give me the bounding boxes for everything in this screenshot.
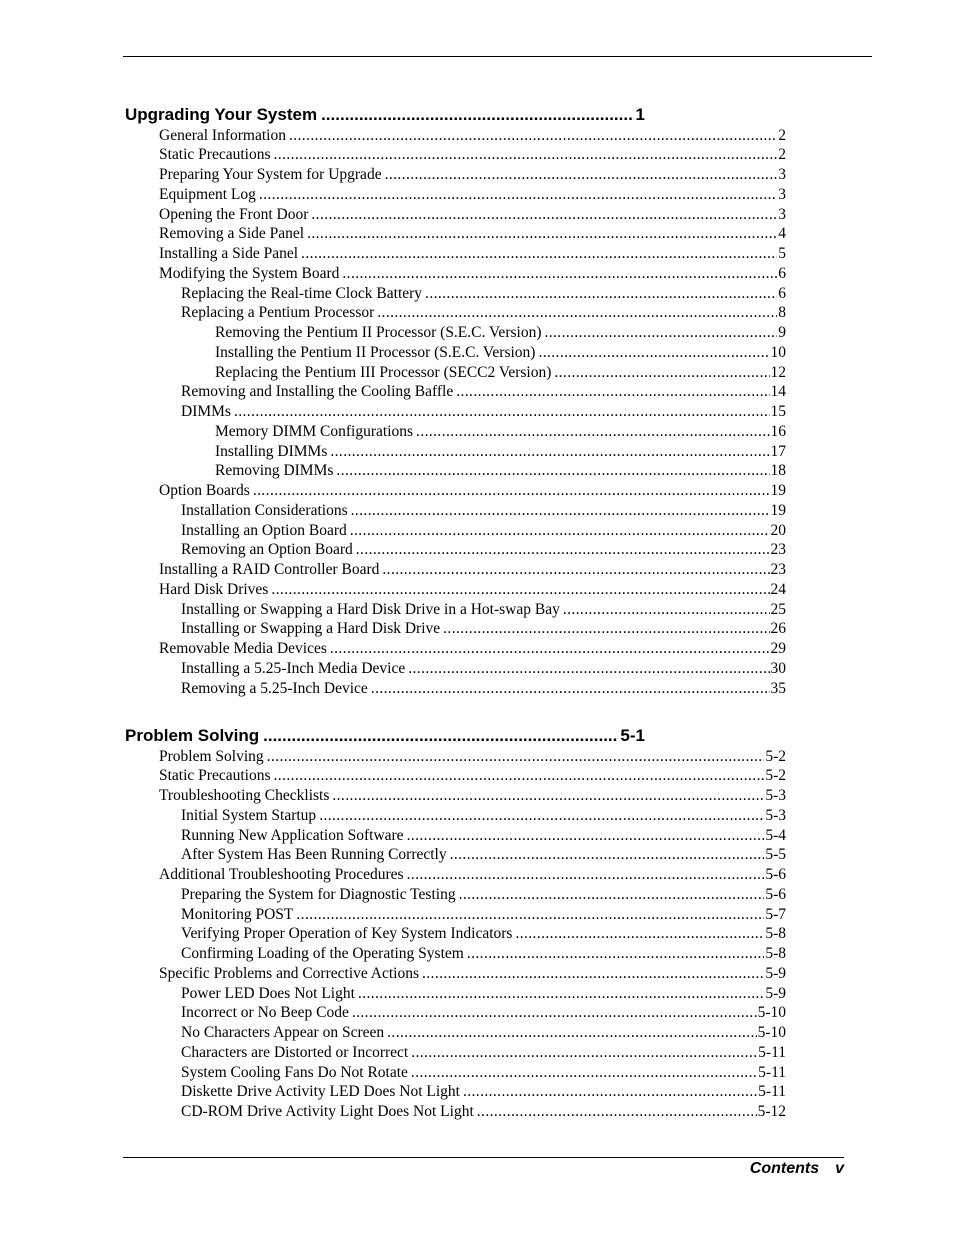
- dot-leader: [443, 619, 769, 639]
- toc-entry-page-number: 5-11: [758, 1083, 786, 1101]
- toc-entry-page-number: 5-10: [757, 1004, 786, 1022]
- toc-entry-page-number: 4: [778, 225, 786, 243]
- section-page-number: 5-1: [620, 726, 645, 745]
- toc-entry-page-number: 26: [770, 620, 786, 638]
- dot-leader: [289, 126, 777, 146]
- toc-entry-page-number: 3: [778, 205, 786, 223]
- toc-entry[interactable]: [159, 165, 786, 185]
- toc-entry[interactable]: [181, 1082, 786, 1102]
- dot-leader: [371, 679, 770, 699]
- toc-entry-title: Replacing a Pentium Processor: [181, 304, 375, 322]
- dot-leader: [274, 145, 778, 165]
- toc-entry-page-number: 3: [778, 166, 786, 183]
- toc-entry-page-number: 5-11: [758, 1043, 786, 1061]
- toc-entry[interactable]: [181, 924, 786, 944]
- toc-entry-page-number: 14: [770, 383, 786, 401]
- toc-entry-page-number: 17: [770, 442, 786, 460]
- toc-entry-page-number: 3: [778, 185, 786, 203]
- dot-leader: [382, 560, 769, 580]
- toc-entry[interactable]: [181, 1023, 786, 1043]
- toc-entry-title: Removable Media Devices: [159, 640, 327, 657]
- toc-entry-page-number: 19: [770, 482, 786, 499]
- dot-leader: [467, 944, 764, 964]
- toc-entry[interactable]: [215, 363, 786, 383]
- toc-entry-title: Removing and Installing the Cooling Baffle: [181, 383, 454, 401]
- toc-entry-page-number: 24: [770, 580, 786, 598]
- section-heading[interactable]: [125, 104, 645, 126]
- dot-leader: [411, 1043, 757, 1063]
- toc-entry[interactable]: [215, 343, 786, 363]
- toc-entry-title: Installing a 5.25-Inch Media Device: [181, 659, 406, 677]
- toc-entry-title: Diskette Drive Activity LED Does Not Light: [181, 1083, 460, 1101]
- toc-entry-title: Removing a Side Panel: [159, 225, 305, 243]
- toc-entry-page-number: 5-12: [757, 1103, 786, 1120]
- toc-entry-title: Installing an Option Board: [181, 521, 347, 539]
- dot-leader: [450, 845, 765, 865]
- toc-entry[interactable]: [181, 521, 786, 541]
- toc-entry[interactable]: [159, 145, 786, 165]
- toc-entry[interactable]: [181, 885, 786, 905]
- toc-entry-title: Installing or Swapping a Hard Disk Drive: [181, 620, 441, 638]
- toc-entry[interactable]: [159, 865, 786, 885]
- toc-entry[interactable]: [159, 481, 786, 501]
- toc-entry-page-number: 10: [770, 343, 786, 361]
- toc-entry-page-number: 18: [770, 462, 786, 480]
- toc-entry-title: Running New Application Software: [181, 826, 404, 844]
- toc-entry-title: Installation Considerations: [181, 501, 348, 519]
- toc-entry-page-number: 5: [778, 245, 786, 262]
- toc-entry-page-number: 5-3: [765, 806, 786, 824]
- toc-entry[interactable]: [181, 679, 786, 699]
- section-title: Upgrading Your System: [125, 105, 318, 124]
- dot-leader: [311, 205, 777, 225]
- toc-entry-title: Replacing the Real-time Clock Battery: [181, 284, 423, 302]
- dot-leader: [416, 422, 769, 442]
- toc-entry-title: Hard Disk Drives: [159, 580, 269, 598]
- dot-leader: [351, 501, 770, 521]
- toc-entry-title: Installing the Pentium II Processor (S.E.C. Version): [215, 343, 536, 361]
- toc-entry-title: Removing the Pentium II Processor (S.E.C. Version): [215, 324, 542, 341]
- toc-entry-page-number: 5-8: [765, 925, 786, 943]
- dot-leader: [259, 185, 777, 205]
- toc-entry[interactable]: [215, 323, 786, 343]
- toc-entry[interactable]: [181, 501, 786, 521]
- footer-label: Contents: [749, 1160, 820, 1177]
- dot-leader: [342, 264, 777, 284]
- dot-leader: [563, 600, 770, 620]
- page-footer: [700, 1159, 844, 1179]
- toc-entry[interactable]: [181, 944, 786, 964]
- toc-entry-title: Option Boards: [159, 482, 250, 499]
- dot-leader: [425, 284, 777, 304]
- toc-entry-page-number: 5-2: [765, 747, 786, 765]
- dot-leader: [321, 104, 633, 126]
- dot-leader: [263, 725, 618, 747]
- header-rule: [123, 56, 872, 57]
- toc-entry[interactable]: [181, 826, 786, 846]
- toc-entry[interactable]: [181, 303, 786, 323]
- dot-leader: [330, 442, 769, 462]
- toc-entry-title: Removing a 5.25-Inch Device: [181, 679, 368, 697]
- dot-leader: [330, 639, 770, 659]
- toc-entry-page-number: 5-4: [765, 826, 786, 844]
- toc-entry-title: Modifying the System Board: [159, 264, 340, 282]
- toc-entry-title: Static Precautions: [159, 767, 271, 785]
- footer-page-number: v: [835, 1160, 844, 1177]
- toc-entry[interactable]: [159, 264, 786, 284]
- toc-entry[interactable]: [181, 540, 786, 560]
- toc-entry-title: DIMMs: [181, 403, 231, 420]
- toc-entry-title: Troubleshooting Checklists: [159, 787, 330, 804]
- toc-entry-page-number: 35: [770, 679, 786, 697]
- toc-entry-page-number: 25: [770, 600, 786, 618]
- toc-entry-page-number: 5-7: [765, 905, 786, 923]
- dot-leader: [408, 659, 769, 679]
- toc-entry[interactable]: [159, 747, 786, 767]
- toc-entry-page-number: 5-2: [765, 767, 786, 785]
- dot-leader: [301, 244, 777, 264]
- dot-leader: [253, 481, 770, 501]
- dot-leader: [463, 1082, 757, 1102]
- dot-leader: [319, 806, 764, 826]
- toc-entry[interactable]: [181, 905, 786, 925]
- toc-entry[interactable]: [181, 402, 786, 422]
- toc-entry[interactable]: [159, 224, 786, 244]
- toc-entry-page-number: 6: [778, 284, 786, 302]
- toc-entry-page-number: 5-8: [765, 945, 786, 962]
- toc-entry-title: Confirming Loading of the Operating System: [181, 945, 464, 962]
- section-heading[interactable]: [125, 725, 645, 747]
- toc-entry[interactable]: [181, 845, 786, 865]
- toc-entry[interactable]: [159, 639, 786, 659]
- dot-leader: [554, 363, 769, 383]
- toc-entry[interactable]: [181, 1043, 786, 1063]
- toc-entry-page-number: 15: [770, 403, 786, 420]
- toc-entry-page-number: 5-6: [765, 885, 786, 903]
- toc-entry-title: No Characters Appear on Screen: [181, 1024, 385, 1041]
- toc-entry-title: After System Has Been Running Correctly: [181, 846, 447, 864]
- toc-entry-page-number: 19: [770, 501, 786, 519]
- toc-entry[interactable]: [159, 205, 786, 225]
- dot-leader: [358, 984, 764, 1004]
- dot-leader: [477, 1102, 757, 1122]
- toc-entry[interactable]: [181, 1063, 786, 1083]
- toc-entry-page-number: 23: [770, 541, 786, 559]
- toc-entry-page-number: 12: [770, 363, 786, 381]
- toc-entry[interactable]: [181, 1003, 786, 1023]
- dot-leader: [267, 747, 765, 767]
- toc-entry-title: Removing DIMMs: [215, 462, 334, 480]
- toc-entry-title: General Information: [159, 126, 286, 144]
- dot-leader: [307, 224, 777, 244]
- toc-entry-title: System Cooling Fans Do Not Rotate: [181, 1063, 408, 1081]
- section-page-number: 1: [635, 105, 645, 124]
- toc-entry[interactable]: [215, 461, 786, 481]
- toc-entry-page-number: 23: [770, 561, 786, 578]
- toc-entry-title: Additional Troubleshooting Procedures: [159, 866, 404, 883]
- toc-entry-title: CD-ROM Drive Activity Light Does Not Light: [181, 1103, 474, 1120]
- dot-leader: [336, 461, 769, 481]
- dot-leader: [296, 905, 764, 925]
- toc-entry-title: Preparing the System for Diagnostic Testing: [181, 885, 456, 903]
- toc-entry-title: Static Precautions: [159, 146, 271, 164]
- toc-entry-page-number: 16: [770, 422, 786, 440]
- toc-entry-title: Installing a RAID Controller Board: [159, 561, 380, 578]
- dot-leader: [387, 1023, 756, 1043]
- toc-entry-page-number: 2: [778, 126, 786, 144]
- toc-entry[interactable]: [159, 244, 786, 264]
- toc-entry[interactable]: [181, 984, 786, 1004]
- dot-leader: [538, 343, 769, 363]
- toc-entry-title: Installing or Swapping a Hard Disk Drive in a Hot-swap Bay: [181, 600, 560, 618]
- dot-leader: [377, 303, 777, 323]
- toc-entry[interactable]: [159, 185, 786, 205]
- section-title: Problem Solving: [125, 726, 260, 745]
- dot-leader: [350, 521, 770, 541]
- dot-leader: [407, 865, 765, 885]
- toc-entry[interactable]: [181, 806, 786, 826]
- toc-entry-page-number: 9: [778, 324, 786, 341]
- toc-entry-page-number: 8: [778, 304, 786, 322]
- toc-entry-title: Specific Problems and Corrective Actions: [159, 964, 419, 982]
- toc-entry-title: Characters are Distorted or Incorrect: [181, 1043, 409, 1061]
- toc-entry-page-number: 2: [778, 146, 786, 164]
- toc-entry[interactable]: [181, 659, 786, 679]
- dot-leader: [459, 885, 765, 905]
- toc-entry-page-number: 5-9: [765, 964, 786, 982]
- toc-entry-title: Removing an Option Board: [181, 541, 353, 559]
- dot-leader: [332, 786, 764, 806]
- toc-entry-page-number: 5-11: [758, 1063, 786, 1081]
- dot-leader: [456, 382, 769, 402]
- toc-entry-page-number: 20: [770, 521, 786, 539]
- toc-entry[interactable]: [159, 964, 786, 984]
- toc-entry-title: Memory DIMM Configurations: [215, 422, 414, 440]
- dot-leader: [352, 1003, 757, 1023]
- toc-entry-title: Preparing Your System for Upgrade: [159, 166, 382, 183]
- toc-entry[interactable]: [181, 600, 786, 620]
- toc-entry-title: Installing a Side Panel: [159, 245, 299, 262]
- dot-leader: [407, 826, 765, 846]
- dot-leader: [422, 964, 764, 984]
- toc-entry[interactable]: [159, 766, 786, 786]
- toc-entry[interactable]: [159, 786, 786, 806]
- dot-leader: [271, 580, 769, 600]
- toc-entry-page-number: 5-6: [765, 866, 786, 883]
- toc-entry[interactable]: [159, 560, 786, 580]
- toc-entry-page-number: 5-3: [765, 787, 786, 804]
- toc-entry-page-number: 29: [770, 640, 786, 657]
- toc-entry-title: Opening the Front Door: [159, 205, 309, 223]
- toc-entry-title: Incorrect or No Beep Code: [181, 1004, 349, 1022]
- toc-entry[interactable]: [215, 422, 786, 442]
- toc-entry[interactable]: [159, 126, 786, 146]
- toc-entry[interactable]: [181, 284, 786, 304]
- toc-entry-title: Power LED Does Not Light: [181, 984, 355, 1002]
- toc-entry[interactable]: [181, 382, 786, 402]
- dot-leader: [411, 1063, 757, 1083]
- toc-entry-page-number: 6: [778, 264, 786, 282]
- dot-leader: [274, 766, 765, 786]
- toc-entry-page-number: 5-9: [765, 984, 786, 1002]
- toc-entry-title: Monitoring POST: [181, 905, 294, 923]
- toc-entry-title: Initial System Startup: [181, 806, 317, 824]
- dot-leader: [234, 402, 770, 422]
- toc-entry[interactable]: [159, 580, 786, 600]
- dot-leader: [385, 165, 778, 185]
- footer-rule: [123, 1157, 844, 1158]
- toc-entry-title: Replacing the Pentium III Processor (SECC2 Version): [215, 363, 552, 381]
- toc-entry-title: Equipment Log: [159, 185, 256, 203]
- dot-leader: [356, 540, 770, 560]
- toc-entry-page-number: 5-5: [765, 846, 786, 864]
- toc-entry-title: Installing DIMMs: [215, 442, 328, 460]
- toc-entry[interactable]: [181, 619, 786, 639]
- dot-leader: [515, 924, 764, 944]
- toc-entry[interactable]: [181, 1102, 786, 1122]
- toc-entry-page-number: 5-10: [757, 1024, 786, 1041]
- toc-entry-title: Problem Solving: [159, 747, 264, 765]
- dot-leader: [544, 323, 777, 343]
- toc-entry-page-number: 30: [770, 659, 786, 677]
- toc-entry[interactable]: [215, 442, 786, 462]
- toc-entry-title: Verifying Proper Operation of Key System Indicators: [181, 925, 513, 943]
